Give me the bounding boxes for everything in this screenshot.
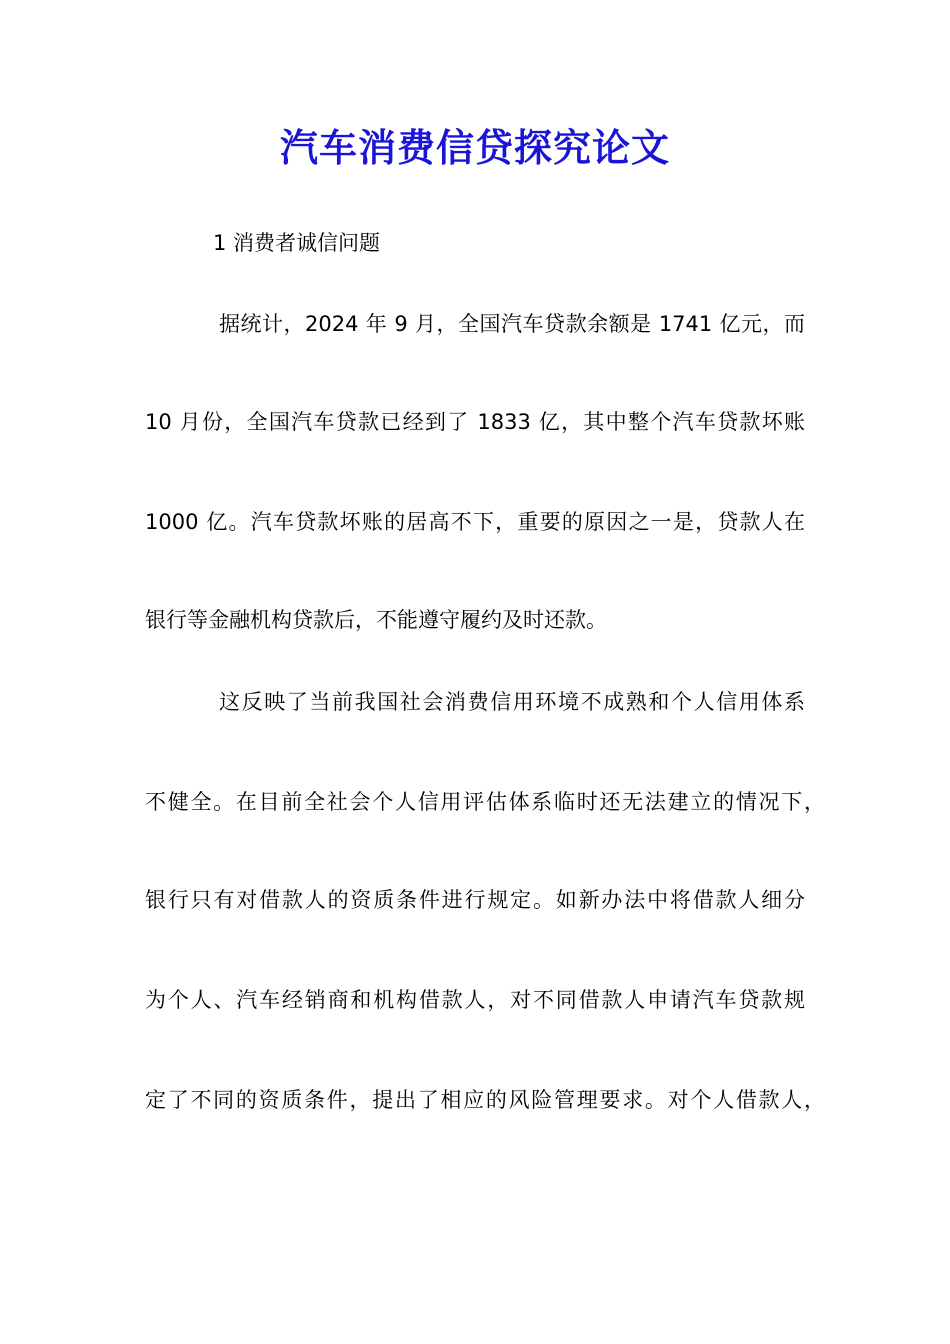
paragraph-line: 不健全。在目前全社会个人信用评估体系临时还无法建立的情况下， — [145, 790, 825, 814]
paragraph-line: 定了不同的资质条件，提出了相应的风险管理要求。对个人借款人， — [145, 1088, 825, 1112]
paragraph-line: 1000 亿。汽车贷款坏账的居高不下，重要的原因之一是，贷款人在 — [145, 510, 805, 534]
paragraph-line: 银行等金融机构贷款后，不能遵守履约及时还款。 — [145, 608, 607, 632]
paragraph-line: 为个人、汽车经销商和机构借款人，对不同借款人申请汽车贷款规 — [145, 988, 805, 1012]
section-heading: 1 消费者诚信问题 — [213, 231, 381, 255]
document-title: 汽车消费信贷探究论文 — [279, 125, 670, 170]
paragraph-line: 这反映了当前我国社会消费信用环境不成熟和个人信用体系 — [219, 690, 805, 714]
paragraph-line: 银行只有对借款人的资质条件进行规定。如新办法中将借款人细分 — [145, 888, 805, 912]
paragraph-line: 10 月份，全国汽车贷款已经到了 1833 亿，其中整个汽车贷款坏账 — [145, 410, 805, 434]
paragraph-line: 据统计，2024 年 9 月，全国汽车贷款余额是 1741 亿元，而 — [219, 312, 805, 336]
